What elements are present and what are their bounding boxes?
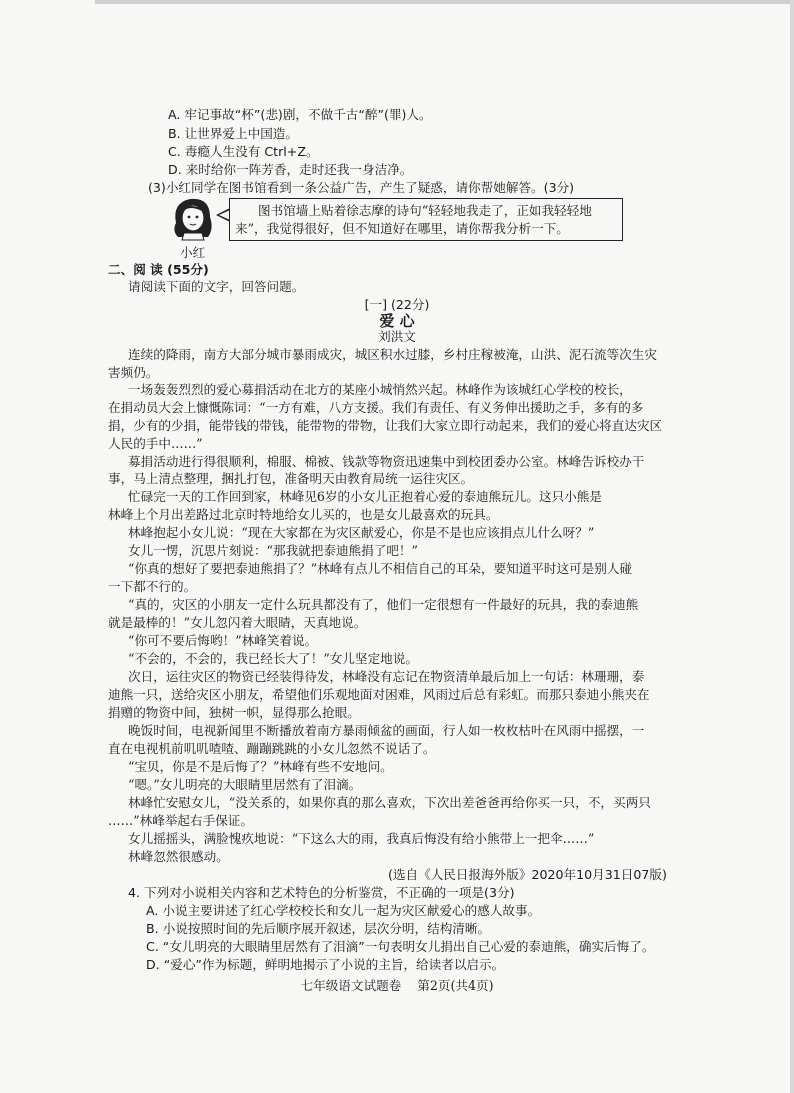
story-line: 林峰忙安慰女儿，“没关系的，如果你真的那么喜欢，下次出差爸爸再给你买一只，不，买两只 — [128, 795, 651, 810]
story-line: “嗯。”女儿明亮的大眼睛里居然有了泪滴。 — [128, 777, 362, 792]
story-line: 直在电视机前叽叽喳喳、蹦蹦跳跳的小女儿忽然不说话了。 — [108, 741, 436, 756]
story-line: 林峰上个月出差路过北京时特地给女儿买的，也是女儿最喜欢的玩具。 — [108, 507, 499, 522]
story-line: 晚饭时间，电视新闻里不断播放着南方暴雨倾盆的画面，行人如一枚枚枯叶在风雨中摇摆，一 — [128, 723, 645, 738]
story-line: 忙碌完一天的工作回到家，林峰见6岁的小女儿正抱着心爱的泰迪熊玩儿。这只小熊是 — [128, 489, 602, 504]
story-line: “不会的，不会的，我已经长大了！”女儿坚定地说。 — [128, 651, 418, 666]
option-d: D. 来时给你一阵芳香，走时还我一身洁净。 — [168, 162, 413, 177]
option-a: A. 牢记事故“杯”(悲)剧，不做千古“醉”(罪)人。 — [168, 107, 432, 122]
question-4-option-c: C. “女儿明亮的大眼睛里居然有了泪滴”一句表明女儿捐出自己心爱的泰迪熊，确实后悔了。 — [146, 939, 655, 954]
question-4-option-b: B. 小说按照时间的先后顺序展开叙述，层次分明，结构清晰。 — [146, 921, 491, 936]
question-4-option-d: D. “爱心”作为标题，鲜明地揭示了小说的主旨，给读者以启示。 — [146, 957, 505, 972]
story-line: 募捐活动进行得很顺利，棉服、棉被、钱款等物资迅速集中到校团委办公室。林峰告诉校办干 — [128, 454, 645, 469]
story-source: (选自《人民日报海外版》2020年10月31日07版) — [388, 867, 667, 882]
question-4-prompt: 4. 下列对小说相关内容和艺术特色的分析鉴赏，不正确的一项是(3分) — [128, 885, 515, 900]
part-label: [一] (22分) — [364, 297, 430, 312]
story-line: 迪熊一只，送给灾区小朋友，希望他们乐观地面对困难，风雨过后总有彩虹。而那只泰迪小熊夹在 — [108, 687, 650, 702]
question-4-option-a: A. 小说主要讲述了红心学校校长和女儿一起为灾区献爱心的感人故事。 — [146, 903, 541, 918]
story-line: 害频仍。 — [108, 365, 159, 380]
story-line: “你可不要后悔哟！”林峰笑着说。 — [128, 633, 318, 648]
story-line: 在捐动员大会上慷慨陈词：“一方有难，八方支援。我们有责任、有义务伸出援助之手，多有的多 — [108, 400, 644, 415]
section-instruction: 请阅读下面的文字，回答问题。 — [128, 279, 305, 294]
story-line: 就是最棒的！”女儿忽闪着大眼睛，天真地说。 — [108, 615, 367, 630]
story-line: 捐，少有的少捐，能带钱的带钱，能带物的带物，让我们大家立即行动起来，我们的爱心将直达灾区 — [108, 418, 663, 433]
story-line: 捐赠的物资中间，独树一帜，显得那么抢眼。 — [108, 705, 360, 720]
section-heading: 二、阅 读 (55分) — [108, 262, 209, 277]
story-title: 爱 心 — [379, 312, 415, 330]
story-line: “真的，灾区的小朋友一定什么玩具都没有了，他们一定很想有一件最好的玩具，我的泰迪熊 — [128, 597, 639, 612]
story-line: 女儿摇摇头，满脸愧疚地说：“下这么大的雨，我真后悔没有给小熊带上一把伞……” — [128, 831, 595, 846]
story-line: 人民的手中……” — [108, 436, 203, 451]
option-c: C. 毒瘾人生没有 Ctrl+Z。 — [168, 144, 319, 159]
story-line: 女儿一愣，沉思片刻说：“那我就把泰迪熊捐了吧！” — [128, 543, 418, 558]
story-line: 连续的降雨，南方大部分城市暴雨成灾，城区积水过膝，乡村庄稼被淹，山洪、泥石流等次生灾 — [128, 347, 657, 362]
scan-edge-top — [95, 0, 794, 4]
story-author: 刘洪文 — [378, 329, 416, 344]
scan-edge-right — [790, 0, 794, 1093]
girl-avatar-icon — [170, 193, 216, 241]
story-line: 事，马上清点整理，捆扎打包，准备明天由教育局统一运往灾区。 — [108, 471, 474, 486]
story-line: 林峰抱起小女儿说：“现在大家都在为灾区献爱心，你是不是也应该捐点儿什么呀？” — [128, 525, 595, 540]
avatar-label: 小红 — [180, 245, 206, 260]
story-line: 一场轰轰烈烈的爱心募捐活动在北方的某座小城悄然兴起。林峰作为该城红心学校的校长， — [128, 382, 632, 397]
story-line: “你真的想好了要把泰迪熊捐了？”林峰有点儿不相信自己的耳朵，要知道平时这可是别人碰 — [128, 561, 633, 576]
story-line: 一下都不行的。 — [108, 579, 197, 594]
story-line: “宝贝，你是不是后悔了？”林峰有些不安地问。 — [128, 759, 393, 774]
story-line: ……”林峰举起右手保证。 — [108, 813, 253, 828]
story-line: 次日，运往灾区的物资已经装得待发，林峰没有忘记在物资清单最后加上一句话：林珊珊，泰 — [128, 669, 645, 684]
speech-line-2: 来”，我觉得很好，但不知道好在哪里，请你帮我分析一下。 — [235, 221, 569, 236]
story-line: 林峰忽然很感动。 — [128, 849, 229, 864]
page-footer: 七年级语文试题卷 第2页(共4页) — [300, 978, 494, 993]
speech-line-1: 图书馆墙上贴着徐志摩的诗句“轻轻地我走了，正如我轻轻地 — [258, 203, 592, 218]
option-b: B. 让世界爱上中国造。 — [168, 126, 298, 141]
question-3-prompt: (3)小红同学在图书馆看到一条公益广告，产生了疑惑，请你帮她解答。(3分) — [148, 180, 575, 195]
